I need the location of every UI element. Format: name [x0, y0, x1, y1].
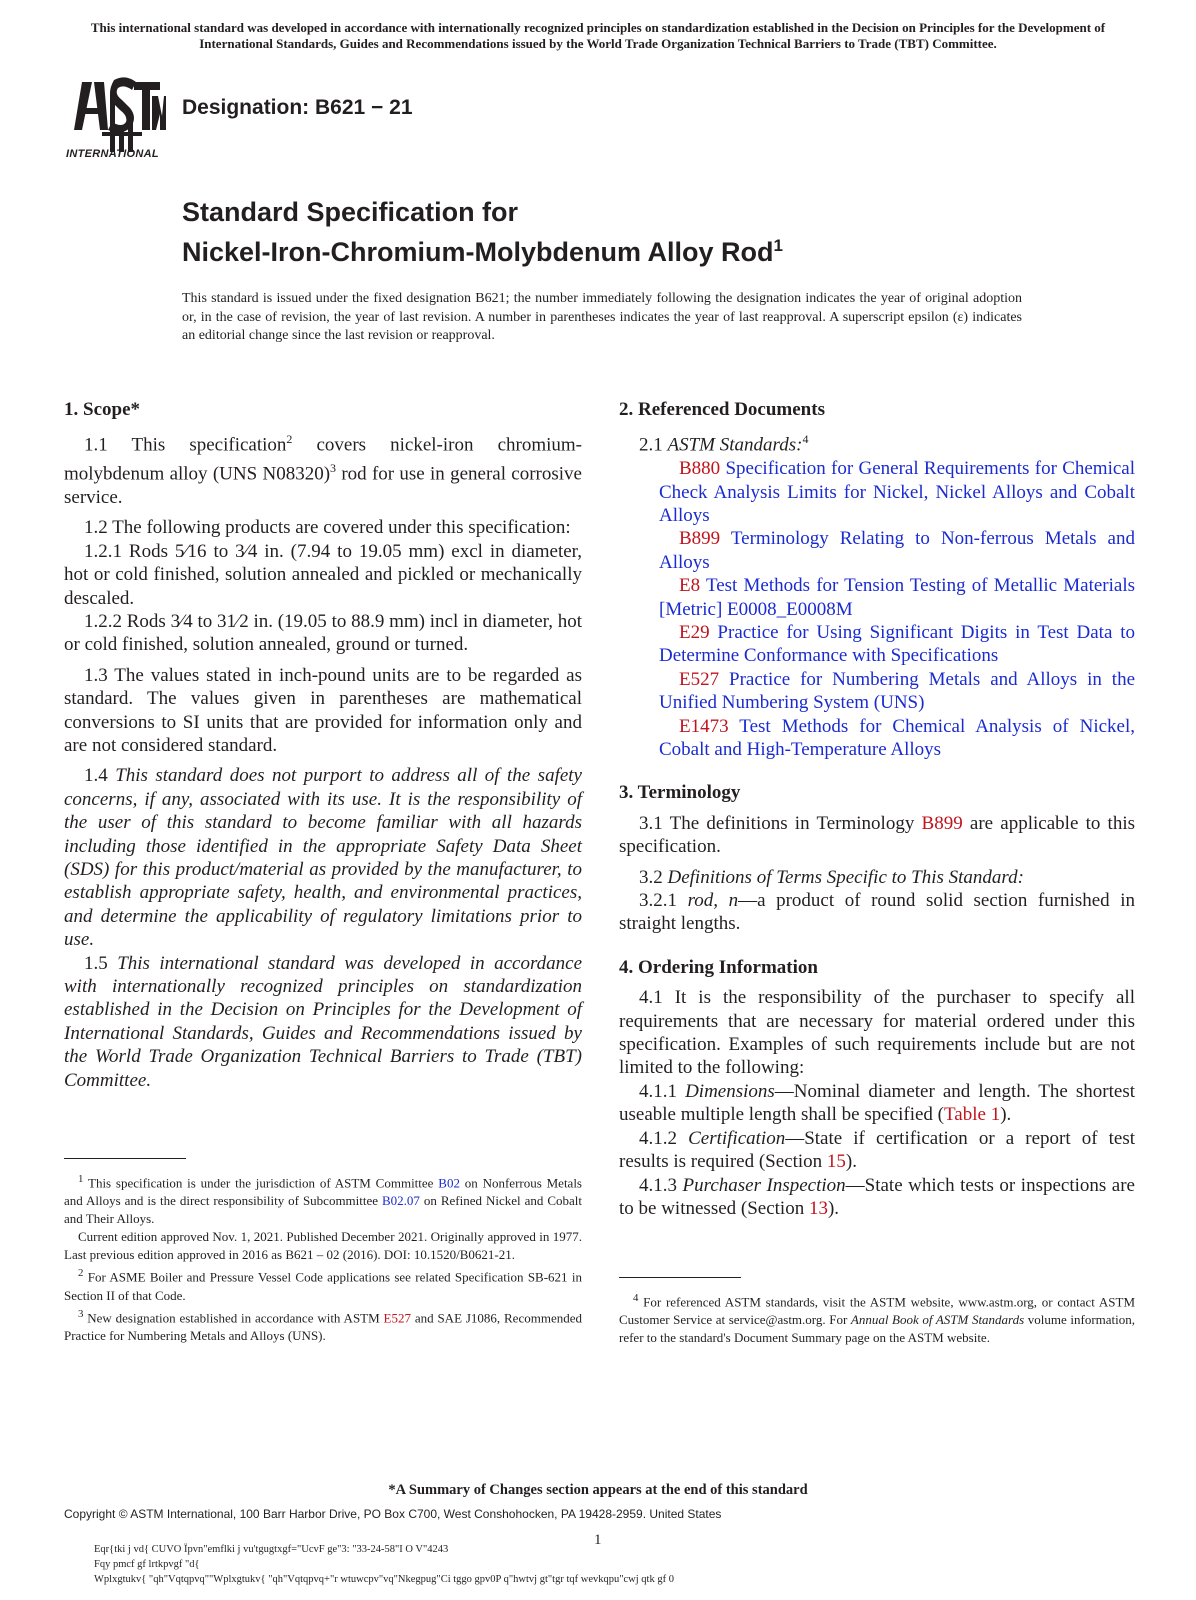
para-4-1-1-text-a: —Nominal diameter and length. The shortest useable multiple length shall be specified (: [619, 1080, 1135, 1126]
reference-title-link[interactable]: Practice for Numbering Metals and Alloys in the Unified Numbering System (UNS): [659, 668, 1135, 714]
para-4-1-1: [619, 1080, 1135, 1127]
footnote-2-marker: 2: [78, 1267, 84, 1280]
para-3-2-1-number: 3.2.1: [639, 890, 688, 912]
para-1-1-text-c: rod for use in general corrosive service.: [64, 463, 582, 508]
b899-link[interactable]: B899: [921, 812, 963, 834]
footnote-1-text-c: on Refined Nickel and Cobalt and Their Alloys.: [64, 1193, 582, 1227]
para-1-5: [64, 952, 582, 1092]
reference-code-link[interactable]: B899: [679, 528, 721, 550]
reference-item: [639, 457, 1135, 527]
para-1-2-2: 1.2.2 Rods 3⁄4 to 31⁄2 in. (19.05 to 88.9 mm) incl in diameter, hot or cold finished, solution annealed, ground or turned.: [64, 610, 582, 656]
footnote-1-text-b: on Nonferrous Metals and Alloys and is the direct responsibility of Subcommittee: [64, 1175, 582, 1209]
reference-title-link[interactable]: Test Methods for Chemical Analysis of Nickel, Cobalt and High-Temperature Alloys: [659, 715, 1135, 761]
referenced-documents-heading: 2. Referenced Documents: [619, 399, 825, 420]
reference-item: [639, 715, 1135, 762]
reference-list: [619, 457, 1135, 761]
reference-title-link[interactable]: Practice for Using Significant Digits in Test Data to Determine Conformance with Specifications: [659, 621, 1135, 667]
para-1-4: [64, 764, 582, 951]
para-3-1: [619, 812, 1135, 859]
section-13-link[interactable]: 13: [808, 1197, 828, 1219]
para-3-2-number: 3.2: [639, 866, 668, 888]
reference-code-link[interactable]: E29: [679, 621, 710, 643]
para-2-1: [619, 428, 1135, 457]
footnote-1-edition: Current edition approved Nov. 1, 2021. Published December 2021. Originally approved in 1977. Last previous edition approved in 2016 as B621 – 02 (2016). DOI: 10.1520/B0621-21.: [64, 1229, 582, 1263]
reference-title-link[interactable]: Terminology Relating to Non-ferrous Metals and Alloys: [659, 528, 1135, 573]
para-3-2-1-text: —a product of round solid section furnished in straight lengths.: [619, 890, 1136, 935]
title-text: Nickel-Iron-Chromium-Molybdenum Alloy Rod: [182, 237, 774, 267]
document-title: [182, 196, 783, 269]
para-4-1-3: [619, 1174, 1135, 1221]
para-1-1-text-a: 1.1 This specification: [84, 434, 287, 456]
reference-item: [639, 621, 1135, 668]
page-number: 1: [594, 1532, 602, 1548]
reference-item: [639, 574, 1135, 621]
reference-code-link[interactable]: B880: [679, 458, 721, 480]
footnote-3: [64, 1305, 582, 1345]
license-stamp: [94, 1542, 674, 1587]
para-1-4-number: 1.4: [84, 765, 116, 787]
para-4-1-3-number: 4.1.3: [639, 1174, 683, 1196]
b02-link[interactable]: B02: [438, 1175, 460, 1191]
para-4-1-2-text-a: —State if certification or a report of test results is required (Section: [619, 1127, 1136, 1173]
reference-item: [639, 527, 1135, 574]
footnote-rule-left: [64, 1158, 186, 1159]
b02-07-link[interactable]: B02.07: [382, 1193, 420, 1209]
title-footnote-marker: 1: [773, 236, 783, 255]
astm-logo: [64, 70, 166, 166]
reference-item: [639, 668, 1135, 715]
footnote-marker-4: 4: [802, 432, 809, 447]
reference-title-link[interactable]: Test Methods for Tension Testing of Metallic Materials [Metric] E0008_E0008M: [659, 575, 1135, 620]
footnote-4-text-b: volume information, refer to the standard's Document Summary page on the ASTM website.: [619, 1312, 1136, 1346]
scope-heading: 1. Scope*: [64, 399, 140, 420]
reference-code-link[interactable]: E8: [679, 575, 701, 597]
footnotes-left: [64, 1170, 582, 1345]
term-rod: rod, n: [687, 890, 739, 912]
para-2-1-text: ASTM Standards:: [667, 434, 803, 456]
footnote-marker-3: 3: [330, 461, 337, 476]
para-1-2: 1.2 The following products are covered under this specification:: [84, 517, 571, 539]
table-1-link[interactable]: Table 1: [944, 1104, 1001, 1126]
footnote-4-text-a: For referenced ASTM standards, visit the ASTM website, www.astm.org, or contact ASTM Customer Service at service@astm.org. For: [619, 1294, 1135, 1328]
footnote-1: [64, 1170, 582, 1228]
footnote-4-marker: 4: [633, 1292, 639, 1304]
para-3-2-1: [619, 889, 1135, 936]
summary-of-changes-note: *A Summary of Changes section appears at the end of this standard: [388, 1482, 808, 1498]
footnote-marker-2: 2: [286, 432, 293, 447]
para-1-3: 1.3 The values stated in inch-pound units are to be regarded as standard. The values given in parentheses are mathematical conversions to SI units that are provided for information only and are not considered standard.: [64, 664, 582, 756]
footnote-3-text-b: and SAE J1086, Recommended Practice for Numbering Metals and Alloys (UNS).: [64, 1309, 582, 1343]
footnote-3-text-a: New designation established in accordance with ASTM: [83, 1309, 384, 1325]
footnote-1-marker: 1: [78, 1173, 84, 1185]
para-3-2: [619, 866, 1135, 889]
para-3-1-text-a: 3.1 The definitions in Terminology: [639, 812, 922, 834]
para-1-5-text: This international standard was developed in accordance with internationally recognized principles on standardization established in the Decision on Principles for the Development of International Standards, Guides and Recommendations issued by the World Trade Organization Technical Barriers to Trade (TBT) Committee.: [64, 952, 582, 1091]
para-4-1-3-text-a: —State which tests or inspections are to be witnessed (Section: [619, 1174, 1135, 1219]
license-line: Fqy pmcf gf lrtkpvgf "d{: [94, 1559, 200, 1570]
designation: Designation: B621 − 21: [182, 96, 413, 119]
left-column: [64, 398, 582, 1092]
top-notice: This international standard was developed in accordance with internationally recognized principles on standardization established in the Decision on Principles for the Development of International Standards, Guides and Recommendations issued by the World Trade Organization Technical Barriers to Trade (TBT) Committee.: [90, 20, 1106, 51]
para-4-1-2: [619, 1127, 1135, 1174]
logo-subtitle: INTERNATIONAL: [66, 148, 159, 160]
title-line-1: Standard Specification for: [182, 197, 519, 227]
reference-title-link[interactable]: Specification for General Requirements for Chemical Check Analysis Limits for Nickel, Nickel Alloys and Cobalt Alloys: [659, 458, 1135, 526]
para-1-1-text-b: covers nickel-iron chromium-molybdenum alloy (UNS N08320): [64, 434, 582, 485]
title-line-2: [182, 229, 783, 269]
para-4-1-3-text-b: ).: [827, 1197, 840, 1219]
license-line: Eqr{tki j vd{ CUVO Ïpvn"emflki j vu'tgugtxgf="UcvF ge"3: "33-24-58"I O V"4243: [94, 1544, 449, 1555]
footnote-3-marker: 3: [78, 1307, 84, 1320]
term-purchaser-inspection: Purchaser Inspection: [682, 1174, 846, 1196]
footnote-2: [64, 1264, 582, 1304]
footnote-2-text: For ASME Boiler and Pressure Vessel Code applications see related Specification SB-621 in Section II of that Code.: [64, 1269, 582, 1303]
terminology-heading: 3. Terminology: [619, 782, 741, 804]
para-1-4-text: This standard does not purport to address all of the safety concerns, if any, associated with its use. It is the responsibility of the user of this standard to become familiar with all hazards including those identified in the appropriate Safety Data Sheet (SDS) for this product/material as provided by the manufacturer, to establish appropriate safety, health, and environmental practices, and determine the applicability of regulatory limitations prior to use.: [64, 765, 582, 951]
para-3-1-text-b: are applicable to this specification.: [619, 812, 1136, 858]
e527-link[interactable]: E527: [383, 1309, 411, 1325]
para-4-1-2-text-b: ).: [845, 1151, 857, 1173]
issued-note: This standard is issued under the fixed designation B621; the number immediately following the designation indicates the year of original adoption or, in the case of revision, the year of last revision. A number in parentheses indicates the year of last reapproval. A superscript epsilon (ε) indicates an editorial change since the last revision or reapproval.: [182, 291, 1022, 343]
para-4-1-1-text-b: ).: [1000, 1104, 1012, 1126]
footnote-4: [619, 1289, 1135, 1347]
para-4-1-1-number: 4.1.1: [639, 1080, 686, 1102]
right-column: [619, 398, 1135, 1220]
para-4-1-2-number: 4.1.2: [639, 1127, 689, 1149]
reference-code-link[interactable]: E527: [679, 668, 720, 690]
section-15-link[interactable]: 15: [826, 1151, 846, 1173]
para-3-2-text: Definitions of Terms Specific to This Standard:: [667, 866, 1024, 888]
para-2-1-number: 2.1: [639, 434, 668, 456]
copyright-line: Copyright © ASTM International, 100 Barr Harbor Drive, PO Box C700, West Conshohocken, PA 19428-2959. United States: [64, 1507, 722, 1521]
ordering-heading: 4. Ordering Information: [619, 956, 818, 978]
para-1-2-1: 1.2.1 Rods 5⁄16 to 3⁄4 in. (7.94 to 19.05 mm) excl in diameter, hot or cold finished, solution annealed and pickled or mechanically descaled.: [64, 540, 582, 609]
reference-code-link[interactable]: E1473: [679, 715, 729, 737]
para-1-5-number: 1.5: [84, 952, 118, 974]
term-certification: Certification: [688, 1127, 786, 1149]
para-1-1: [64, 428, 582, 509]
footnotes-right: [619, 1289, 1135, 1347]
footnote-rule-right: [619, 1277, 741, 1278]
term-dimensions: Dimensions: [685, 1080, 775, 1102]
footnote-1-text-a: This specification is under the jurisdiction of ASTM Committee: [83, 1175, 439, 1191]
para-4-1: 4.1 It is the responsibility of the purchaser to specify all requirements that are necessary for material ordered under this specification. Examples of such requirements include but are not limited to the following:: [619, 987, 1135, 1079]
footnote-4-italic: Annual Book of ASTM Standards: [850, 1312, 1025, 1328]
license-line: Wplxgtukv{ "qh"Vqtqpvq""Wplxgtukv{ "qh"Vqtqpvq+"r wtuwcpv"vq"Nkegpug"Ci tggo gpv0P q"hwtvj gt"tgr tqf wevkqpu"cwj qtk gf 0: [94, 1574, 674, 1585]
